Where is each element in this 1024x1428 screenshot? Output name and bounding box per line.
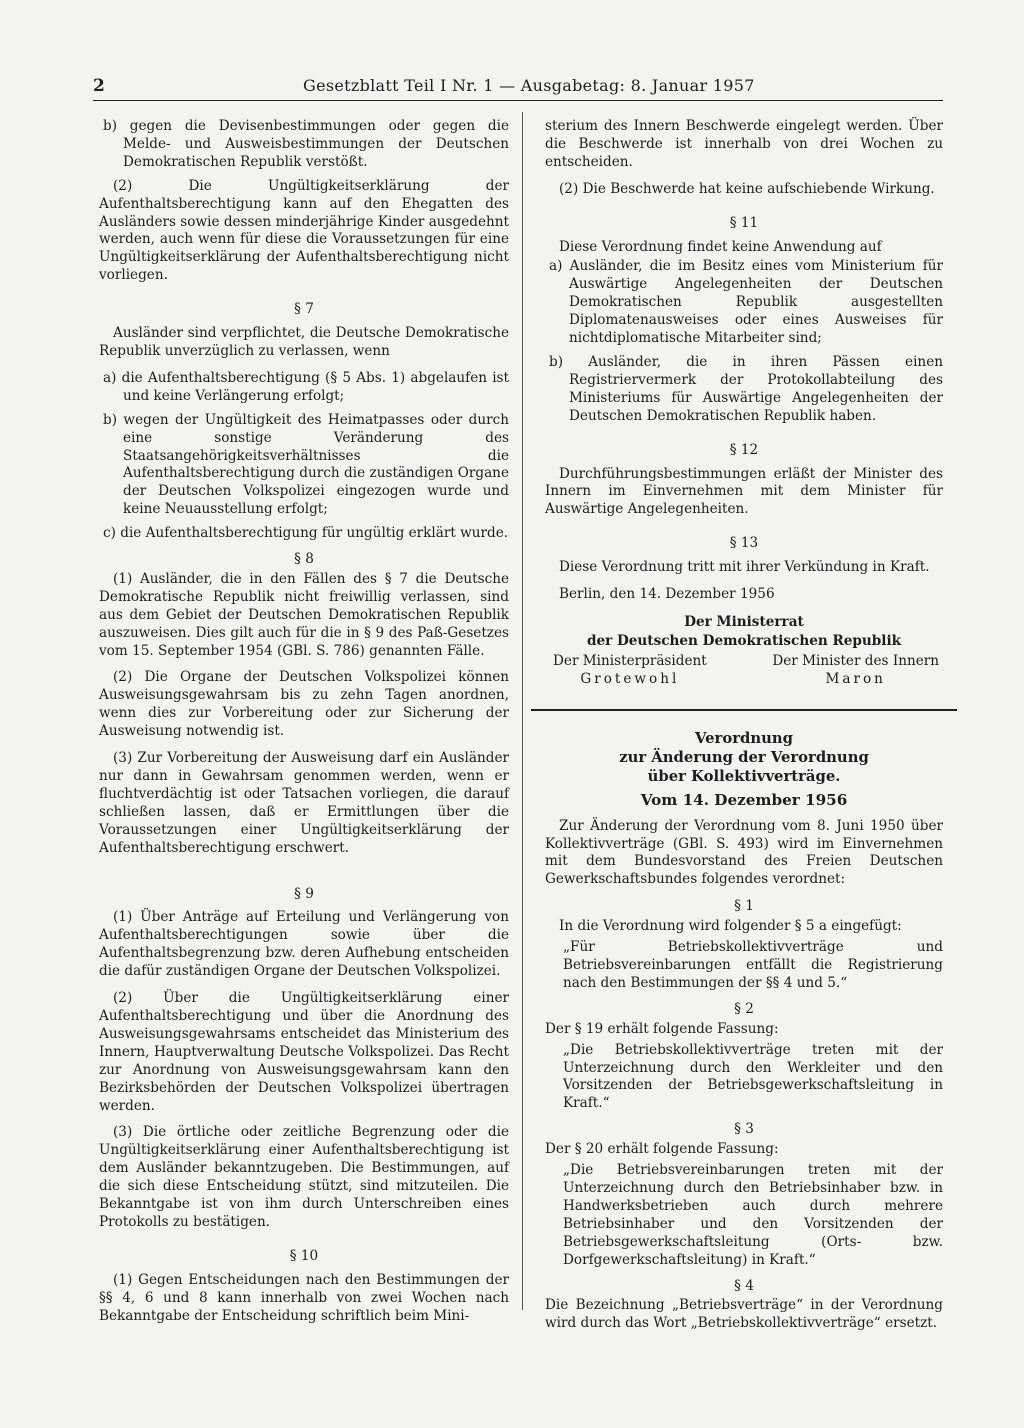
paragraph: Die Bezeichnung „Betriebsverträge“ in der Verordnung wird durch das Wort „Betriebskollektivverträge“ ersetzt. <box>545 1297 943 1332</box>
paragraph: Der § 19 erhält folgende Fassung: <box>545 1020 779 1037</box>
section-heading: § 1 <box>734 898 754 915</box>
section-heading: § 13 <box>729 535 759 552</box>
paragraph: (1) Über Anträge auf Erteilung und Verlängerung von Aufenthaltsberechtigungen sowie über die Aufenthaltsbegrenzung bzw. deren Aufhebung entscheiden die dafür zuständigen Organe der Deutschen Volkspolizei. <box>99 909 509 980</box>
section-heading: § 10 <box>289 1247 319 1264</box>
section-heading: § 4 <box>734 1277 754 1294</box>
list-item: a) Ausländer, die im Besitz eines vom Ministerium für Auswärtige Angelegenheiten der Deutschen Demokratischen Republik ausgestellten Diplomatenausweises oder eines Ausweises für nichtdiplomatische Mitarbeiter sind; <box>549 258 943 347</box>
ordinance-date: Vom 14. Dezember 1956 <box>640 790 848 809</box>
paragraph: (3) Die örtliche oder zeitliche Begrenzung oder die Ungültigkeitserklärung einer Aufenthaltsberechtigung ist dem Ausländer bekanntzugeben. Die Bestimmungen, auf die sich diese Entscheidung stützt, sind mitzuteilen. Die Bekanntgabe ist von ihm durch Unterschreiben eines Protokolls zu bestätigen. <box>99 1124 509 1230</box>
paragraph: (1) Gegen Entscheidungen nach den Bestimmungen der §§ 4, 6 und 8 kann innerhalb von zwei Wochen nach Bekanntgabe der Entscheidung schriftlich beim Mini- <box>99 1271 509 1324</box>
paragraph: Zur Änderung der Verordnung vom 8. Juni 1950 über Kollektivverträge (GBl. S. 493) wird im Einvernehmen mit dem Bundesvorstand des Freien Deutschen Gewerkschaftsbundes folgendes verordnet: <box>545 817 943 888</box>
column-divider <box>522 112 523 1310</box>
quote: „Für Betriebskollektivverträge und Betriebsvereinbarungen entfällt die Registrierung nach den Bestimmungen der §§ 4 und 5.“ <box>563 939 943 991</box>
list-item: b) Ausländer, die in ihren Pässen einen Registriervermerk der Protokollabteilung des Ministeriums für Auswärtige Angelegenheiten der Deutschen Demokratischen Republik haben. <box>549 353 943 424</box>
paragraph: Diese Verordnung findet keine Anwendung auf <box>559 238 882 255</box>
paragraph: (2) Die Beschwerde hat keine aufschiebende Wirkung. <box>559 180 935 197</box>
paragraph: Der § 20 erhält folgende Fassung: <box>545 1141 779 1158</box>
ordinance-title <box>545 729 943 786</box>
council-line-1: Der Ministerrat <box>684 613 804 630</box>
paragraph: (2) Die Organe der Deutschen Volkspolizei können Ausweisungsgewahrsam bis zu zehn Tagen anordnen, wenn dies zur Vorbereitung oder zur Sicherung der Ausweisung notwendig ist. <box>99 669 509 740</box>
signature-role: Der Ministerpräsident <box>553 652 707 669</box>
section-heading: § 11 <box>729 214 759 231</box>
right-column <box>545 118 943 1342</box>
section-heading: § 2 <box>734 1000 754 1017</box>
list-item: b) wegen der Ungültigkeit des Heimatpasses oder durch eine sonstige Veränderung des Staatsangehörigkeitsverhältnisses die Aufenthaltsberechtigung durch die zuständigen Organe der Deutschen Volkspolizei eingezogen wurde und keine Neuausstellung erfolgt; <box>103 411 509 518</box>
paragraph: (1) Ausländer, die in den Fällen des § 7 die Deutsche Demokratische Republik nicht freiwillig verlassen, sind aus dem Gebiet der Deutschen Demokratischen Republik auszuweisen. Dies gilt auch für die in § 9 des Paß-Gesetzes vom 15. September 1954 (GBl. S. 786) genannten Fälle. <box>99 570 509 659</box>
header-title: Gesetzblatt Teil I Nr. 1 — Ausgabetag: 8. Januar 1957 <box>303 76 755 95</box>
council-line-2: der Deutschen Demokratischen Republik <box>586 632 902 649</box>
signature-name: Maron <box>825 670 886 687</box>
paragraph: (2) Über die Ungültigkeitserklärung einer Aufenthaltsberechtigung und über die Anordnung des Ausweisungsgewahrsams entscheidet das Ministerium des Innern, Hauptverwaltung Deutsche Volkspolizei. Das Recht zur Anordnung von Ausweisungsgewahrsam kann den Bezirksbehörden der Deutschen Volkspolizei übertragen werden. <box>99 990 509 1114</box>
signature-role: Der Minister des Innern <box>772 652 939 669</box>
paragraph: (3) Zur Vorbereitung der Ausweisung darf ein Ausländer nur dann in Gewahrsam genommen werden, wenn er fluchtverdächtig ist oder Tatsachen vorliegen, die darauf schließen lassen, daß er Ermittlungen über die Voraussetzungen einer Ungültigkeitserklärung der Aufenthaltsberechtigung erschwert. <box>99 750 509 856</box>
paragraph: In die Verordnung wird folgender § 5 a eingefügt: <box>559 918 902 935</box>
item-b-continued: b) gegen die Devisenbestimmungen oder gegen die Melde- und Ausweisbestimmungen der Deutschen Demokratischen Republik verstößt. <box>103 118 509 170</box>
section-heading: § 12 <box>729 441 759 458</box>
left-column <box>99 118 509 1334</box>
section-heading: § 7 <box>294 301 314 318</box>
quote: „Die Betriebsvereinbarungen treten mit der Unterzeichnung durch den Betriebsinhaber bzw. in Handwerksbetrieben auch durch mehrere Betriebsinhaber und den Vorsitzenden der Betriebsgewerkschaftsleitung (Orts- bzw. Dorfgewerkschaftsleitung) in Kraft.“ <box>563 1162 943 1268</box>
signature-name: Grotewohl <box>580 670 680 687</box>
paragraph: sterium des Innern Beschwerde eingelegt werden. Über die Beschwerde ist innerhalb von drei Wochen zu entscheiden. <box>545 118 943 170</box>
section-heading: § 9 <box>294 885 314 902</box>
section-rule <box>531 709 957 711</box>
list-item: c) die Aufenthaltsberechtigung für ungültig erklärt wurde. <box>103 525 509 542</box>
section-heading: § 3 <box>734 1121 754 1138</box>
paragraph: Diese Verordnung tritt mit ihrer Verkündung in Kraft. <box>559 559 930 576</box>
paragraph: Ausländer sind verpflichtet, die Deutsche Demokratische Republik unverzüglich zu verlassen, wenn <box>99 325 509 359</box>
signature-row <box>545 653 943 689</box>
list-item: a) die Aufenthaltsberechtigung (§ 5 Abs. 1) abgelaufen ist und keine Verlängerung erfolgt; <box>103 369 509 404</box>
quote: „Die Betriebskollektivverträge treten mit der Unterzeichnung durch den Werkleiter und den Vorsitzenden der Betriebsgewerkschaftsleitung in Kraft.“ <box>563 1041 943 1112</box>
paragraph: (2) Die Ungültigkeitserklärung der Aufenthaltsberechtigung kann auf den Ehegatten des Ausländers sowie dessen minderjährige Kinder ausgedehnt werden, auch wenn für diese die Voraussetzungen für eine Ungültigkeitserklärung der Aufenthaltsberechtigung nicht vorliegen. <box>99 177 509 284</box>
title-line: zur Änderung der Verordnung <box>619 748 869 766</box>
signature-right <box>772 653 939 689</box>
title-line: Verordnung <box>695 729 793 747</box>
paragraph: Durchführungsbestimmungen erläßt der Minister des Innern im Einvernehmen mit dem Minister für Auswärtige Angelegenheiten. <box>545 465 943 518</box>
signature-authority <box>545 613 943 651</box>
section-heading: § 8 <box>294 551 314 568</box>
page-header <box>93 76 943 101</box>
page-number: 2 <box>93 76 105 96</box>
title-line: über Kollektivverträge. <box>647 767 841 785</box>
place-date: Berlin, den 14. Dezember 1956 <box>559 586 775 603</box>
signature-left <box>553 653 707 689</box>
